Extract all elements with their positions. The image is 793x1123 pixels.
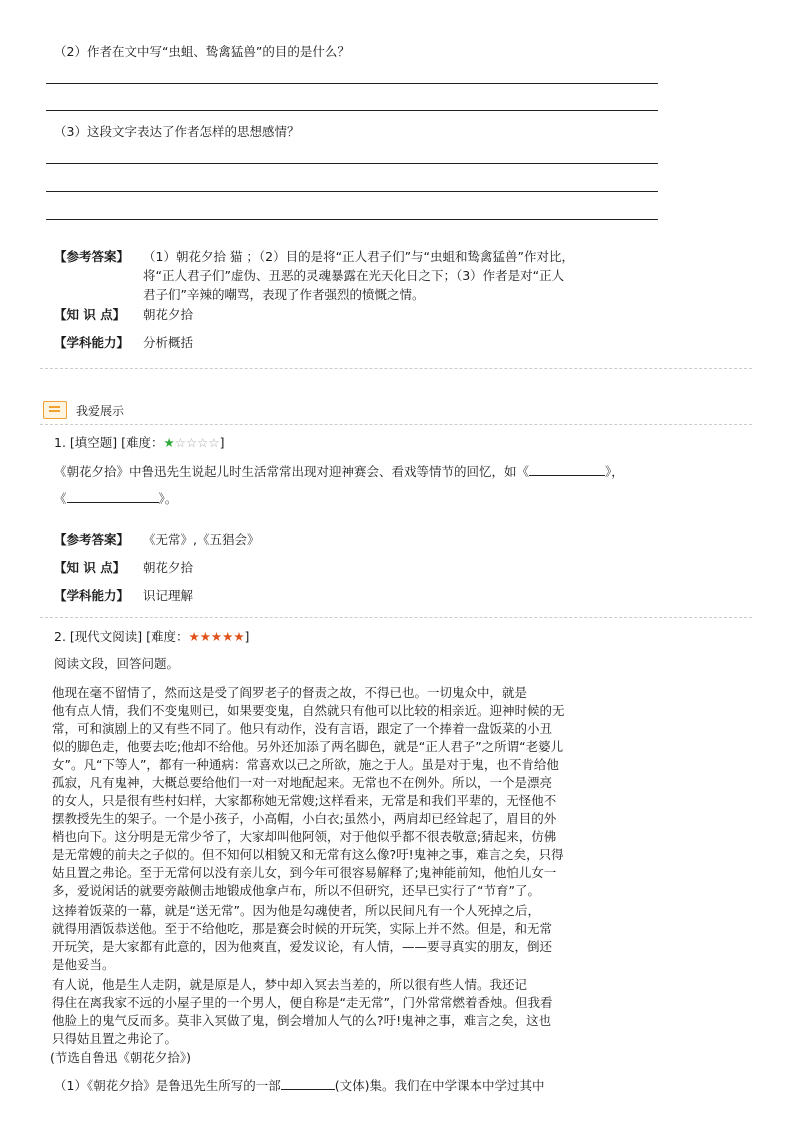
knowledge-point-label: 【知 识 点】 [54, 307, 126, 322]
passage-line: 梢也向下。这分明是无常少爷了，大家却叫他阿领，对于他似乎都不很表敬意;猜起来，仿佛 [52, 829, 557, 844]
passage-line: 多，爱说闲话的就要旁敲侧击地锻成他拿卢布，所以不但研究，还早已实行了“节育”了。 [52, 883, 540, 898]
passage-line: 得住在离我家不远的小屋子里的一个男人，便自称是“走无常”，门外常常燃着香烛。但我看 [52, 995, 553, 1010]
section-divider [40, 617, 752, 618]
question-1-body-line2: 《 》。 [54, 488, 177, 507]
knowledge-point-value: 朝花夕拾 [143, 560, 194, 575]
question-2-header: 2. [现代文阅读] [难度：★★★★★] [54, 629, 250, 644]
passage-line: 姑且置之弗论。至于无常何以没有亲儿女，到今年可很容易解释了;鬼神能前知，他怕儿女一 [52, 865, 557, 880]
ability-label: 【学科能力】 [54, 588, 130, 603]
passage-line: 摆教授先生的架子。一个是小孩子，小高帽，小白衣;虽然小，两肩却已经耸起了，眉目的外 [52, 811, 557, 826]
section-divider [40, 368, 752, 369]
question-type: 1. [填空题] [难度： [54, 435, 164, 450]
answer-line [46, 219, 658, 220]
ability-label: 【学科能力】 [54, 335, 130, 350]
sub-question-1: （1）《朝花夕拾》是鲁迅先生所写的一部 (文体)集。我们在中学课本中学过其中 [54, 1075, 544, 1094]
star-filled-icon: ★ [163, 435, 175, 450]
passage-line: 是无常嫂的前夫之子似的。但不知何以相貌又和无常有这么像?吁!鬼神之事，难言之矣，只得 [52, 847, 564, 862]
passage-line: 这捧着饭菜的一幕，就是“送无常”。因为他是勾魂使者，所以民间凡有一个人死掉之后， [52, 903, 540, 918]
ability-value: 分析概括 [143, 335, 194, 350]
question-2-text: （2）作者在文中写“虫蛆、鸷禽猛兽”的目的是什么？ [54, 44, 350, 59]
star-filled-icon: ★★★★★ [188, 629, 245, 644]
answer-line [46, 83, 658, 84]
passage-line: 女”。凡“下等人”，都有一种通病：常喜欢以己之所欲，施之于人。虽是对于鬼，也不肯给他 [52, 757, 559, 772]
ability-value: 识记理解 [143, 588, 194, 603]
question-3-text: （3）这段文字表达了作者怎样的思想感情？ [54, 124, 300, 139]
passage-line: 的女人，只是很有些村妇样，大家都称她无常嫂;这样看来，无常是和我们平辈的，无怪他不 [52, 793, 557, 808]
passage-line: 他现在毫不留情了，然而这是受了阎罗老子的督责之故，不得已也。一切鬼众中，就是 [52, 685, 528, 700]
answer-text-line: 君子们”辛辣的嘲骂，表现了作者强烈的愤慨之情。 [143, 287, 425, 302]
question-1-header: 1. [填空题] [难度：★☆☆☆☆] [54, 435, 225, 450]
difficulty-stars [189, 629, 245, 644]
instruction: 阅读文段，回答问题。 [54, 656, 180, 671]
answer-label: 【参考答案】 [54, 249, 130, 264]
passage-line: 只得姑且置之弗论了。 [52, 1031, 178, 1046]
passage-line: 他脸上的鬼气反而多。莫非入冥做了鬼，倒会增加人气的么?吁!鬼神之事，难言之矣，这也 [52, 1013, 552, 1028]
fill-blank-genre[interactable] [281, 1075, 335, 1090]
knowledge-point-label: 【知 识 点】 [54, 560, 126, 575]
passage-line: 他有点人情，我们不变鬼则已，如果要变鬼，自然就只有他可以比较的相亲近。迎神时候的无 [52, 703, 565, 718]
answer-line [46, 163, 658, 164]
passage-line: 有人说，他是生人走阴，就是原是人，梦中却入冥去当差的，所以很有些人情。我还记 [52, 977, 528, 992]
answer-label: 【参考答案】 [54, 532, 130, 547]
section-divider [40, 424, 752, 425]
answer-text-line: （1）朝花夕拾 猫 ；（2）目的是将“正人君子们”与“虫蛆和鸷禽猛兽”作对比， [143, 249, 575, 264]
fill-blank-1[interactable] [529, 461, 605, 476]
question-type: 2. [现代文阅读] [难度： [54, 629, 189, 644]
difficulty-stars [164, 435, 220, 450]
passage-line: 是他妥当。 [52, 957, 115, 972]
fill-blank-2[interactable] [67, 488, 159, 503]
question-1-body: 《朝花夕拾》中鲁迅先生说起儿时生活常常出现对迎神赛会、看戏等情节的回忆，如《 》， [54, 461, 624, 480]
passage-line: 孤寂，凡有鬼神，大概总要给他们一对一对地配起来。无常也不在例外。所以，一个是漂亮 [52, 775, 553, 790]
passage-line: 开玩笑，是大家都有此意的，因为他爽直，爱发议论，有人情，——要寻真实的朋友，倒还 [52, 939, 553, 954]
passage-line: 似的脚色走，他要去吃;他却不给他。另外还加添了两名脚色，就是“正人君子”之所谓“老婆儿 [52, 739, 564, 754]
star-empty-icon: ☆☆☆☆ [174, 435, 220, 450]
blackboard-icon [43, 401, 67, 419]
answer-line [46, 191, 658, 192]
passage-line: 常，可和演剧上的又有些不同了。他只有动作，没有言语，跟定了一个捧着一盘饭菜的小丑 [52, 721, 553, 736]
answer-value: 《无常》,《五猖会》 [143, 532, 260, 547]
answer-text-line: 将“正人君子们”虚伪、丑恶的灵魂暴露在光天化日之下；（3）作者是对“正人 [143, 268, 565, 283]
passage-line: 就得用酒饭恭送他。至于不给他吃，那是赛会时候的开玩笑，实际上并不然。但是，和无常 [52, 921, 553, 936]
section-title: 我爱展示 [76, 404, 125, 418]
knowledge-point-value: 朝花夕拾 [143, 307, 194, 322]
answer-line [46, 110, 658, 111]
passage-source: (节选自鲁迅《朝花夕拾》) [50, 1050, 192, 1065]
